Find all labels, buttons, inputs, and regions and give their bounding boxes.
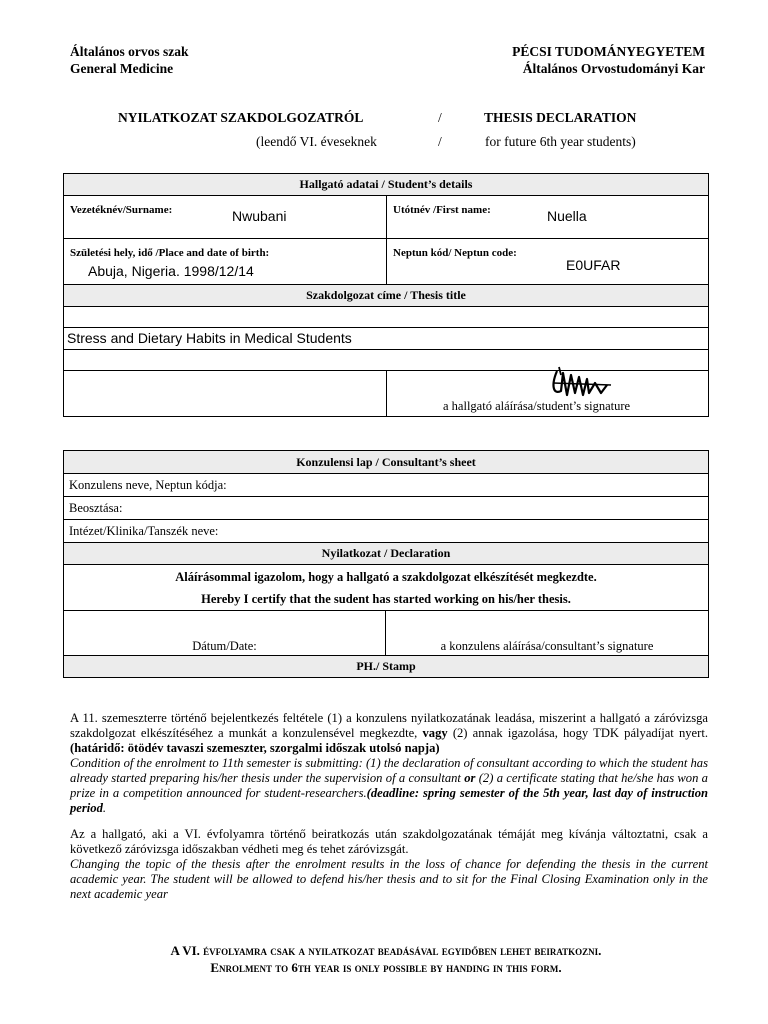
consultant-name-label: Konzulens neve, Neptun kódja: bbox=[69, 477, 227, 492]
student-signature-cell bbox=[387, 371, 709, 417]
consultant-signature-cell bbox=[386, 611, 709, 656]
thesis-title-heading: Szakdolgozat címe / Thesis title bbox=[64, 285, 709, 307]
enrolment-condition-paragraph bbox=[70, 711, 708, 816]
header-left-line2: General Medicine bbox=[70, 61, 174, 76]
p2-en: Changing the topic of the thesis after the enrolment results in the loss of chance for defending the thesis in the current academic year. The student will be allowed to defend his/her thesis and to sit for the Final Closing Examination only in the next academic year bbox=[70, 857, 708, 901]
subtitle-hu: (leendő VI. éveseknek bbox=[256, 134, 377, 149]
p1-en-b: (2) a certificate stating that he/she has won a prize in a competition announced for student-researchers. bbox=[70, 771, 708, 800]
p1-en-or: or bbox=[464, 771, 476, 785]
consultant-position-row bbox=[64, 497, 709, 520]
firstname-cell bbox=[387, 196, 709, 239]
firstname-label: Utótnév /First name: bbox=[393, 204, 491, 216]
p1-en-end: . bbox=[102, 801, 107, 815]
thesis-title-value: Stress and Dietary Habits in Medical Students bbox=[67, 330, 352, 346]
student-details-table bbox=[63, 173, 709, 417]
firstname-value: Nuella bbox=[547, 208, 587, 224]
declaration-text-cell bbox=[64, 565, 709, 611]
neptun-value: E0UFAR bbox=[566, 257, 621, 273]
header-left-line1: Általános orvos szak bbox=[70, 44, 189, 59]
birth-cell bbox=[64, 239, 387, 285]
p2-hu: Az a hallgató, aki a VI. évfolyamra történő beiratkozás után szakdolgozatának témáját meg kívánja változtatni, csak a következő záróvizsga időszakban védheti meg és tehet záróvizsgát. bbox=[70, 827, 708, 856]
student-signature-label: a hallgató aláírása/student’s signature bbox=[443, 399, 631, 413]
thesis-title-row bbox=[64, 328, 709, 350]
header-right-line1: PÉCSI TUDOMÁNYEGYETEM bbox=[512, 44, 705, 59]
consultant-institute-label: Intézet/Klinika/Tanszék neve: bbox=[69, 523, 219, 538]
surname-cell bbox=[64, 196, 387, 239]
signature-blank-cell bbox=[64, 371, 387, 417]
footer-line1: A VI. évfolyamra csak a nyilatkozat beadásával egyidőben lehet beiratkozni. bbox=[170, 943, 602, 958]
consultant-position-label: Beosztása: bbox=[69, 500, 123, 515]
subtitle-en: for future 6th year students) bbox=[485, 134, 636, 149]
consultant-institute-row bbox=[64, 520, 709, 543]
consultant-signature-label: a konzulens aláírása/consultant’s signature bbox=[440, 639, 654, 653]
subtitle-slash: / bbox=[438, 134, 442, 149]
p1-en-a: Condition of the enrolment to 11th semester is submitting: (1) the declaration of consultant according to which the student has already started preparing his/her thesis under the supervision of a consultant bbox=[70, 756, 708, 785]
header-right-line2: Általános Orvostudományi Kar bbox=[522, 61, 705, 76]
topic-change-paragraph bbox=[70, 827, 708, 902]
surname-label: Vezetéknév/Surname: bbox=[70, 204, 173, 216]
p1-hu-a: A 11. szemeszterre történő bejelentkezés feltétele (1) a konzulens nyilatkozatának leadása, miszerint a hallgató a záróvizsga szakdolgozat elkészítéséhez a munkát a konzulensével megkezdte, bbox=[70, 711, 708, 740]
stamp-row: PH./ Stamp bbox=[64, 656, 709, 678]
consultant-sheet-heading: Konzulensi lap / Consultant’s sheet bbox=[64, 451, 709, 474]
date-cell bbox=[64, 611, 386, 656]
student-details-heading: Hallgató adatai / Student’s details bbox=[64, 174, 709, 196]
declaration-hu: Aláírásommal igazolom, hogy a hallgató a szakdolgozat elkészítését megkezdte. bbox=[175, 569, 597, 584]
footer-line2: Enrolment to 6th year is only possible by handing in this form. bbox=[210, 960, 562, 975]
birth-label: Születési hely, idő /Place and date of birth: bbox=[70, 247, 270, 259]
declaration-heading: Nyilatkozat / Declaration bbox=[64, 543, 709, 565]
title-en: THESIS DECLARATION bbox=[484, 110, 637, 125]
neptun-cell bbox=[387, 239, 709, 285]
p1-en-deadline: (deadline: spring semester of the 5th year, last day of instruction period bbox=[70, 786, 709, 815]
title-hu: NYILATKOZAT SZAKDOLGOZATRÓL bbox=[118, 110, 364, 125]
neptun-label: Neptun kód/ Neptun code: bbox=[393, 247, 517, 259]
p1-hu-b: (2) annak igazolása, hogy TDK pályadíjat nyert. bbox=[447, 726, 708, 740]
consultant-sheet-table bbox=[63, 450, 709, 678]
date-label: Dátum/Date: bbox=[192, 639, 257, 653]
student-signature-drawing bbox=[547, 365, 613, 403]
title-slash: / bbox=[438, 110, 442, 125]
consultant-name-row bbox=[64, 474, 709, 497]
declaration-en: Hereby I certify that the sudent has started working on his/her thesis. bbox=[201, 591, 571, 606]
birth-value: Abuja, Nigeria. 1998/12/14 bbox=[88, 263, 254, 279]
thesis-blank-row-1 bbox=[64, 307, 709, 328]
p1-hu-vagy: vagy bbox=[422, 726, 448, 740]
p1-hu-deadline: (határidő: ötödév tavaszi szemeszter, szorgalmi időszak utolsó napja) bbox=[70, 741, 440, 755]
surname-value: Nwubani bbox=[232, 208, 287, 224]
